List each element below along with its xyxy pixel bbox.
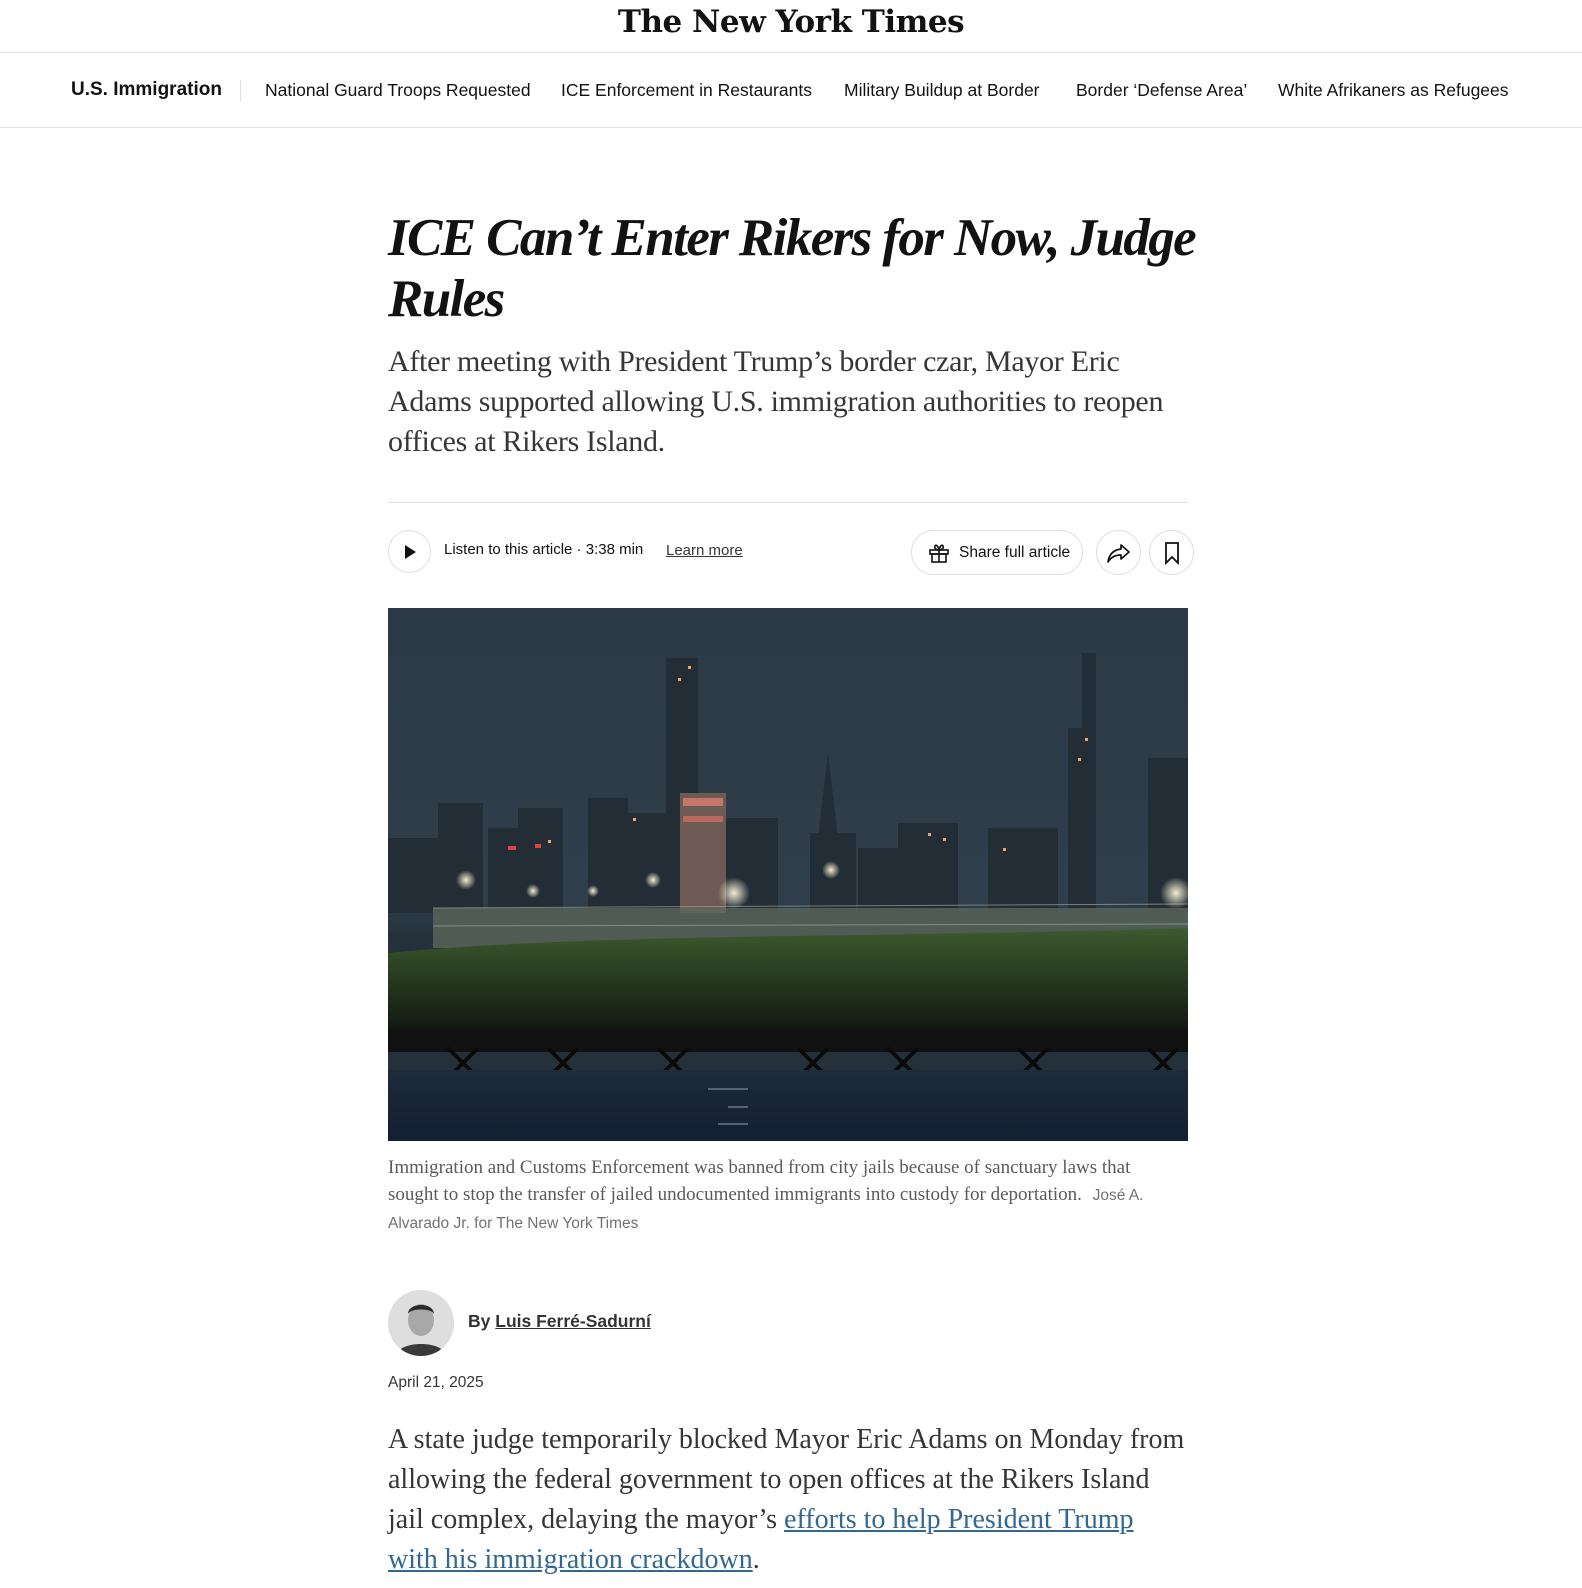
- body-text: A state judge temporarily blocked Mayor Eric Adams on Monday from allowing the federal government to open offices at the Rikers Island jail complex, delaying the mayor’s: [388, 1424, 1185, 1535]
- share-button[interactable]: [1096, 530, 1141, 575]
- topic-link-afrikaners[interactable]: White Afrikaners as Refugees: [1278, 80, 1509, 100]
- topic-nav-main[interactable]: U.S. Immigration: [71, 79, 222, 100]
- play-button[interactable]: [388, 530, 431, 573]
- bookmark-icon: [1164, 541, 1180, 565]
- topic-link-military-buildup[interactable]: Military Buildup at Border: [844, 80, 1040, 100]
- publish-date: April 21, 2025: [388, 1374, 484, 1391]
- photo-credit: José A. Alvarado Jr. for The New York Times: [388, 1187, 1144, 1232]
- divider: [388, 502, 1188, 503]
- topic-link-defense-area[interactable]: Border ‘Defense Area’: [1076, 80, 1248, 100]
- rikers-skyline-image: [388, 608, 1188, 1141]
- body-text-end: .: [752, 1544, 760, 1575]
- share-full-article-button[interactable]: [911, 530, 1083, 575]
- author-portrait: [388, 1290, 454, 1356]
- byline-prefix: By: [468, 1311, 491, 1331]
- share-icon: [1106, 542, 1132, 564]
- photo-caption: [388, 1154, 1158, 1237]
- byline: [468, 1311, 651, 1332]
- caption-text: Immigration and Customs Enforcement was banned from city jails because of sanctuary laws that sought to stop the transfer of jailed undocumented immigrants into custody for deportation.: [388, 1157, 1131, 1205]
- learn-more-link[interactable]: Learn more: [666, 542, 743, 559]
- topic-link-national-guard[interactable]: National Guard Troops Requested: [265, 80, 531, 100]
- author-avatar[interactable]: [388, 1290, 454, 1356]
- author-link[interactable]: Luis Ferré-Sadurní: [495, 1311, 651, 1331]
- article-body-paragraph: [388, 1420, 1188, 1580]
- play-icon: [403, 544, 417, 560]
- nyt-logo[interactable]: The New York Times: [617, 4, 965, 40]
- topic-nav: [0, 53, 1582, 128]
- share-full-article-label: Share full article: [959, 543, 1071, 561]
- gift-icon: [927, 541, 951, 565]
- article-summary: After meeting with President Trump’s border czar, Mayor Eric Adams supported allowing U.S. immigration authorities to reopen offices at Rikers Island.: [388, 345, 1164, 458]
- save-button[interactable]: [1149, 530, 1194, 575]
- article-photo: [388, 608, 1188, 1141]
- article-headline: ICE Can’t Enter Rikers for Now, Judge Rules: [388, 209, 1196, 328]
- body-inline-link[interactable]: efforts to help President Trump with his immigration crackdown: [388, 1504, 1134, 1575]
- topic-link-ice-restaurants[interactable]: ICE Enforcement in Restaurants: [561, 80, 812, 100]
- masthead: [0, 0, 1582, 53]
- listen-label: Listen to this article · 3:38 min: [444, 541, 644, 558]
- topic-nav-divider: [240, 80, 241, 101]
